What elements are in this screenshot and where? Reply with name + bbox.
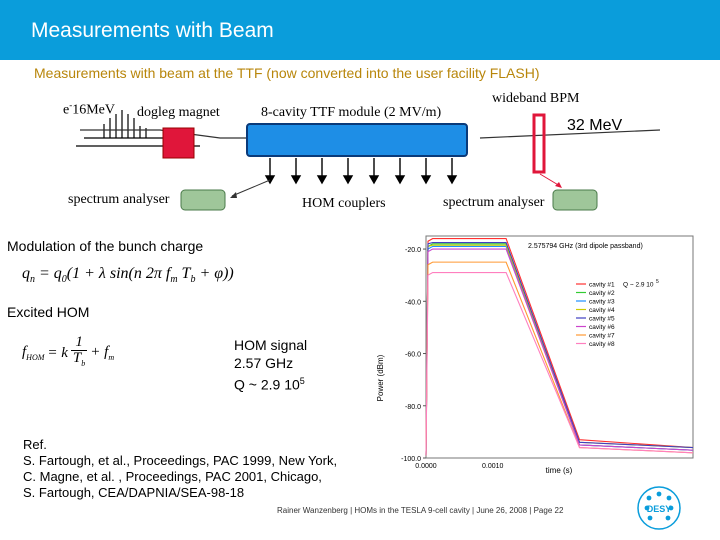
legend-label: cavity #4 xyxy=(589,307,615,314)
x-tick-label: 0.0000 xyxy=(415,463,437,470)
subtitle: Measurements with beam at the TTF (now converted into the user facility FLASH) xyxy=(34,65,540,81)
ttf-module xyxy=(247,124,467,156)
hom-power-chart xyxy=(373,228,703,483)
legend-label: cavity #3 xyxy=(589,298,615,306)
signal-arrowhead-left xyxy=(230,192,237,198)
legend-label: cavity #1 xyxy=(589,281,615,289)
footer: Rainer Wanzenberg | HOMs in the TESLA 9-cell cavity | June 26, 2008 | Page 22 xyxy=(277,506,564,515)
chart-plot-area xyxy=(426,236,693,458)
hom-couplers-label: HOM couplers xyxy=(302,196,386,211)
legend-label: cavity #7 xyxy=(589,332,615,340)
page-title: Measurements with Beam xyxy=(31,19,274,42)
hom-signal-block xyxy=(234,336,307,394)
y-tick-label: -60.0 xyxy=(405,351,421,359)
legend-label: cavity #6 xyxy=(589,324,615,331)
x-axis-label: time (s) xyxy=(545,466,573,475)
hom-coupler-arrows xyxy=(266,158,456,183)
references xyxy=(23,437,337,501)
y-tick-label: -80.0 xyxy=(405,403,421,411)
chart-annotation: 2.575794 GHz (3rd dipole passband) xyxy=(528,243,643,250)
reference-item: S. Fartough, et al., Proceedings, PAC 1999, New York, xyxy=(23,453,338,468)
signal-arrowhead-right xyxy=(555,182,562,188)
svg-text:DESY: DESY xyxy=(646,504,672,514)
signal-arrow-left xyxy=(232,180,270,196)
hom-signal-freq: 2.57 GHz xyxy=(234,355,294,371)
reference-item: S. Fartough, CEA/DAPNIA/SEA-98-18 xyxy=(23,485,245,500)
y-tick-label: -40.0 xyxy=(405,299,421,307)
hom-formula: $f_{HOM}$ = k 1 $T_b$ + $f_m$ xyxy=(22,335,114,371)
bunch-formula: $q_n = q_0(1 + \lambda$ sin(n 2π $f_m$ $T_b + \varphi$)) xyxy=(22,265,234,286)
y-tick-label: -100.0 xyxy=(401,456,421,463)
reference-item: C. Magne, et al. , Proceedings, PAC 2001, Chicago, xyxy=(23,469,322,484)
header-bar xyxy=(0,0,720,60)
dogleg-label: dogleg magnet xyxy=(137,105,220,120)
hom-signal-q: Q ~ 2.9 $10^5$ xyxy=(234,376,305,393)
module-label: 8-cavity TTF module (2 MV/m) xyxy=(261,105,442,120)
energy-out-label: 32 MeV xyxy=(567,117,623,134)
spectrum-analyser-right-label: spectrum analyser xyxy=(443,195,545,210)
hom-signal-title: HOM signal xyxy=(234,337,308,353)
legend-label: cavity #2 xyxy=(589,290,615,297)
spectrum-analyser-right-box xyxy=(553,190,597,210)
spectrum-analyser-left-label: spectrum analyser xyxy=(68,192,170,207)
legend-label: cavity #5 xyxy=(589,315,615,323)
spectrum-analyser-left-box xyxy=(181,190,225,210)
x-tick-label: 0.0010 xyxy=(482,463,504,470)
references-heading: Ref. xyxy=(23,437,47,452)
desy-logo xyxy=(637,486,681,530)
legend-label: cavity #8 xyxy=(589,341,615,348)
hom-heading: Excited HOM xyxy=(7,304,90,320)
wideband-bpm xyxy=(534,115,544,172)
bunch-heading: Modulation of the bunch charge xyxy=(7,238,204,254)
y-axis-label: Power (dBm) xyxy=(376,354,385,402)
bpm-label: wideband BPM xyxy=(492,91,580,106)
y-tick-label: -20.0 xyxy=(405,247,421,255)
energy-in-label: e-16MeV xyxy=(63,100,115,118)
legend-q-exponent: 5 xyxy=(656,279,659,285)
dogleg-magnet xyxy=(163,128,194,158)
legend-q-annotation: Q ~ 2.9 10 xyxy=(623,281,654,289)
